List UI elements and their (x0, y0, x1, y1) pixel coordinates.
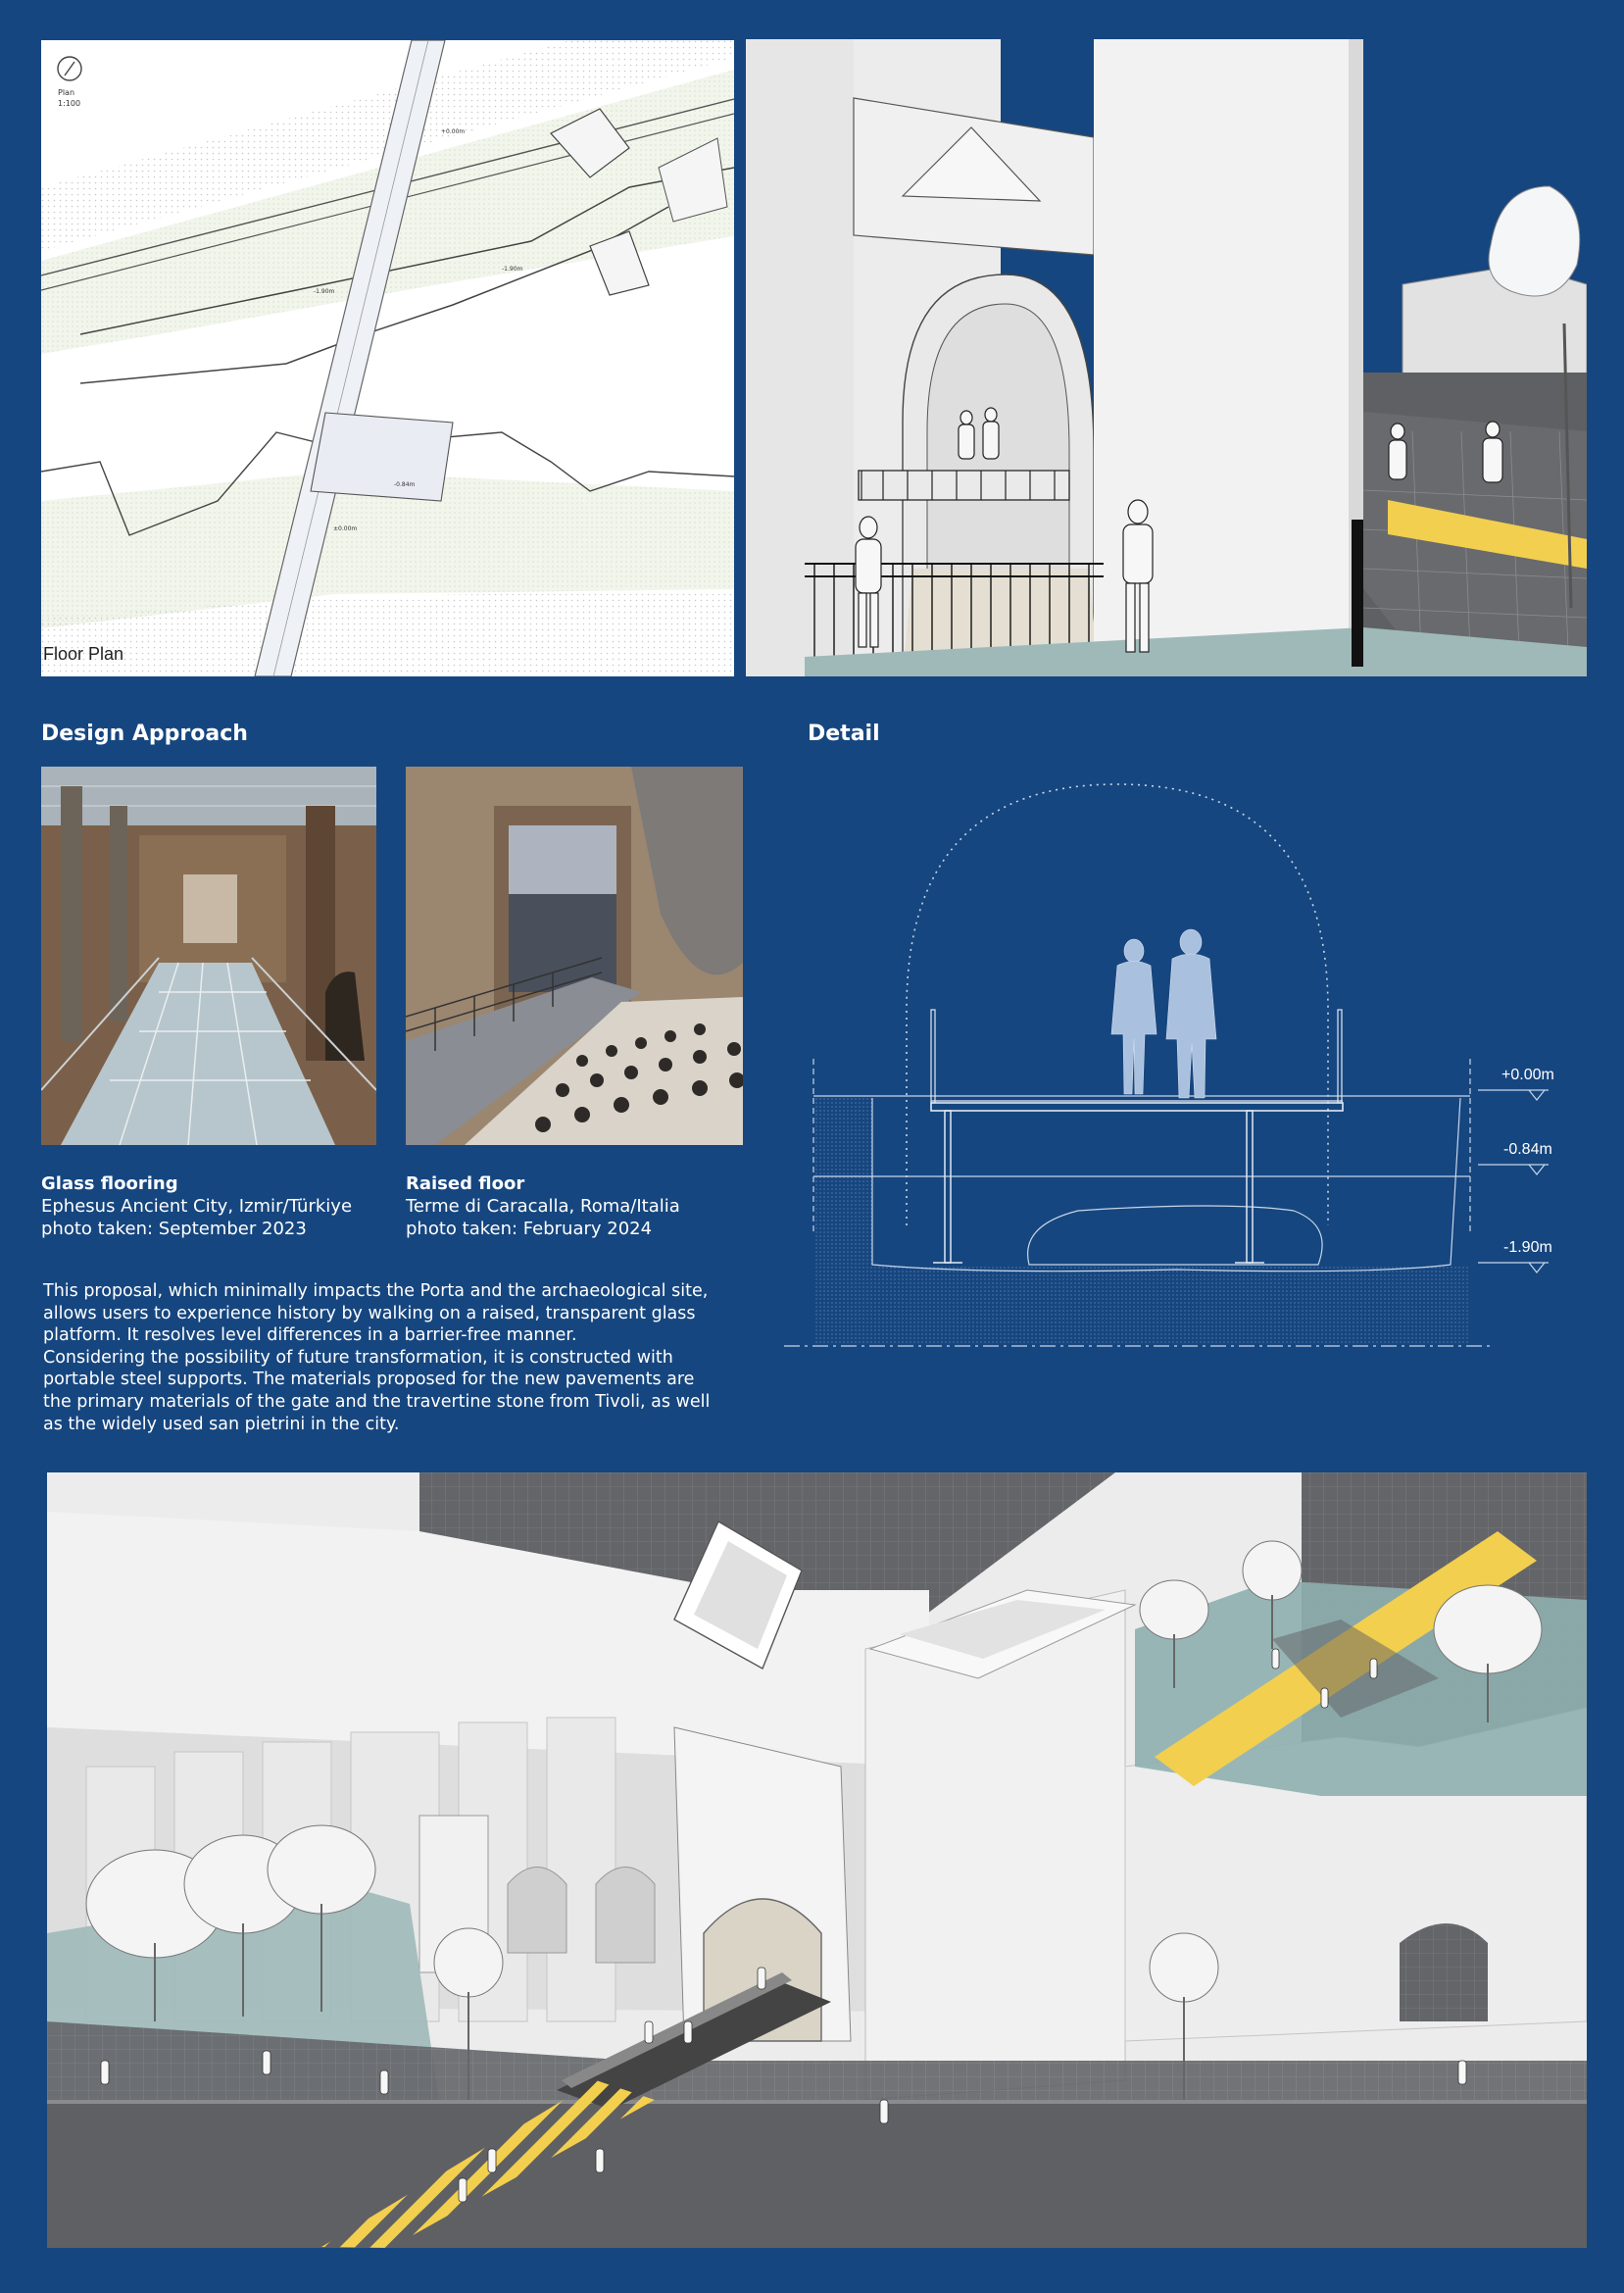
site-axonometric-render (47, 1472, 1587, 2248)
description-line: Considering the possibility of future transformation, it is constructed with (43, 1347, 673, 1368)
reference-title: Raised floor (406, 1173, 525, 1194)
description-line: as the widely used san pietrini in the city. (43, 1414, 400, 1434)
reference-title: Glass flooring (41, 1173, 178, 1194)
plan-north-label: Plan (58, 88, 75, 97)
plan-elevation-label: ±0.00m (333, 525, 358, 532)
glass-flooring-photo (41, 767, 376, 1145)
reference-photo-date: photo taken: September 2023 (41, 1219, 307, 1239)
design-approach-heading: Design Approach (41, 722, 248, 746)
gate-interior-render (746, 39, 1587, 676)
raised-floor-photo (406, 767, 743, 1145)
reference-place: Terme di Caracalla, Roma/Italia (406, 1196, 680, 1217)
proposal-description (43, 1280, 768, 1435)
description-line: the primary materials of the gate and the travertine stone from Tivoli, as well (43, 1391, 711, 1412)
description-line: portable steel supports. The materials proposed for the new pavements are (43, 1370, 695, 1390)
level-label: -0.84m (1503, 1141, 1552, 1158)
description-line: allows users to experience history by walking on a raised, transparent glass (43, 1303, 696, 1323)
plan-elevation-label: -1.90m (314, 288, 335, 295)
reference-photo-date: photo taken: February 2024 (406, 1219, 653, 1239)
plan-scale-label: 1:100 (58, 99, 81, 108)
plan-elevation-label: +0.00m (441, 128, 466, 135)
floor-plan-drawing (41, 40, 734, 676)
floor-plan-panel (41, 40, 734, 676)
plan-elevation-label: -0.84m (394, 481, 416, 488)
floor-plan-label: Floor Plan (43, 644, 124, 664)
reference-place: Ephesus Ancient City, Izmir/Türkiye (41, 1196, 353, 1217)
reference-caption-glass (41, 1172, 394, 1240)
detail-heading: Detail (808, 722, 880, 746)
description-line: This proposal, which minimally impacts the Porta and the archaeological site, (43, 1281, 709, 1301)
level-label: -1.90m (1503, 1239, 1552, 1256)
detail-section-drawing (784, 765, 1588, 1392)
plan-elevation-label: -1.90m (502, 266, 523, 273)
reference-caption-raised (406, 1172, 759, 1240)
level-label: +0.00m (1501, 1067, 1554, 1083)
description-line: platform. It resolves level differences in a barrier-free manner. (43, 1325, 577, 1346)
